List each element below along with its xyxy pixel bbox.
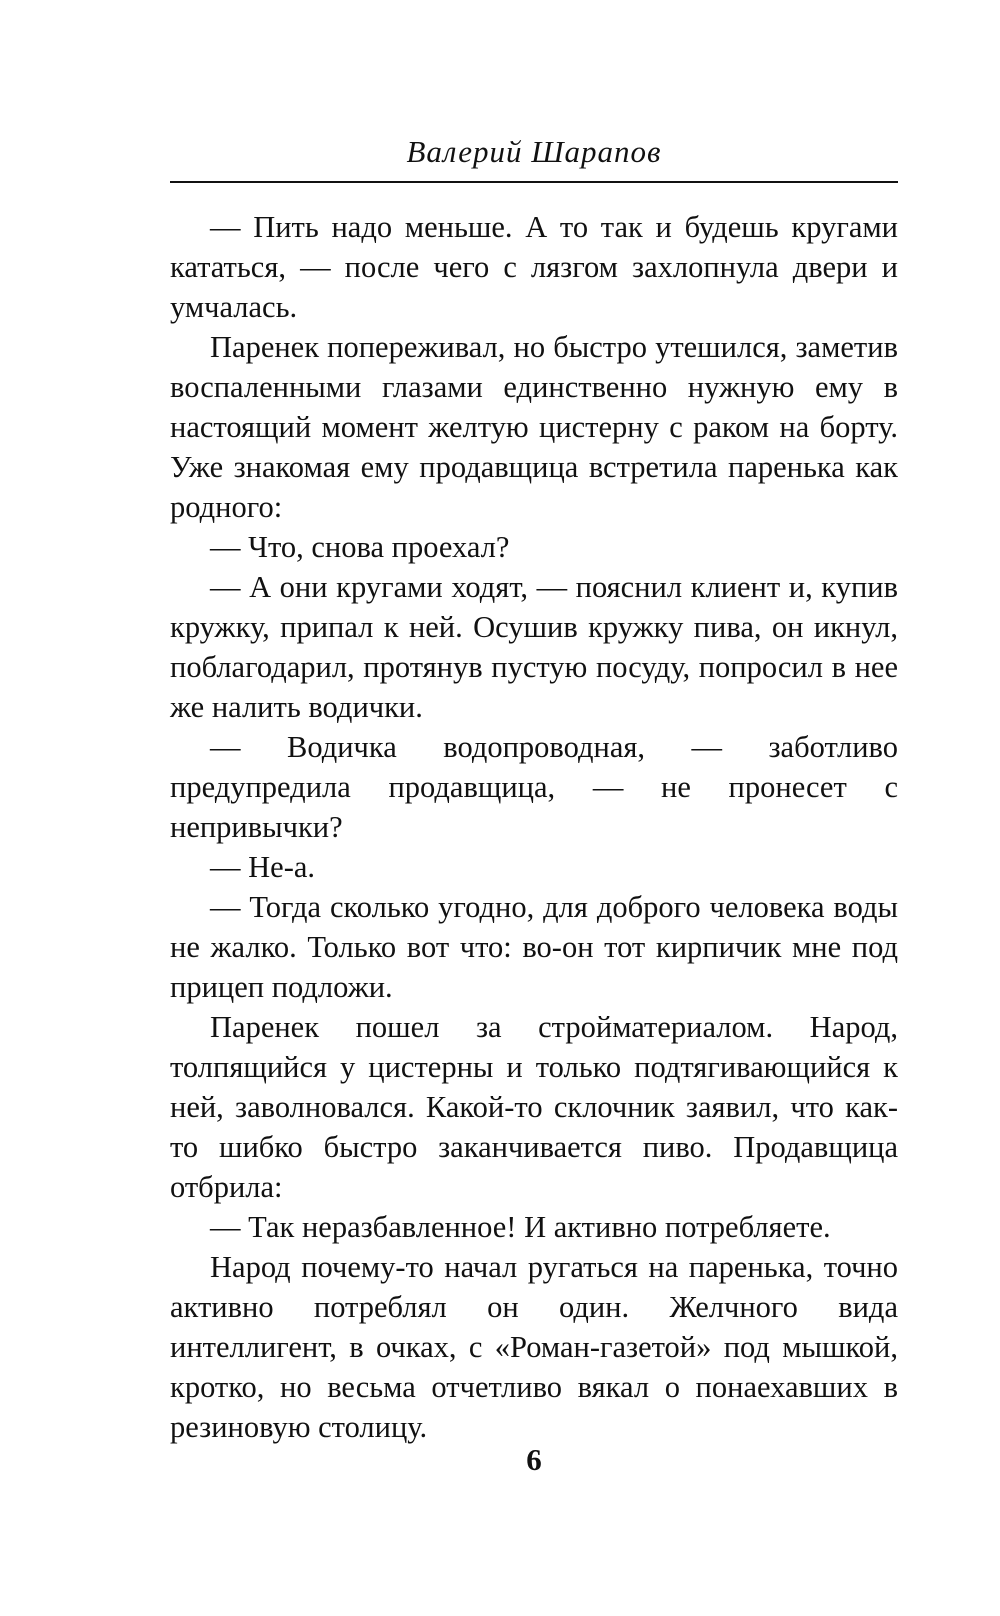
paragraph: — А они кругами ходят, — пояснил клиент и, купив кружку, припал к ней. Осушив кружку пива, он икнул, поблагодарил, протянув пустую посуду, попросил в нее же налить водички. [170, 570, 898, 724]
paragraph: — Тогда сколько угодно, для доброго человека воды не жалко. Только вот что: во-он тот кирпичик мне под прицеп подложи. [170, 890, 898, 1004]
paragraph: — Так неразбавленное! И активно потребляете. [210, 1210, 831, 1244]
page-number: 6 [526, 1442, 542, 1477]
paragraph: — Не-а. [210, 850, 316, 884]
paragraph: — Что, снова проехал? [210, 530, 510, 564]
header-rule [170, 181, 898, 183]
paragraph: Паренек пошел за стройматериалом. Народ, толпящийся у цистерны и только подтягивающийся к ней, заволновался. Какой-то склочник заявил, что как-то шибко быстро заканчивается пиво. Продавщица отбрила: [170, 1010, 898, 1204]
paragraph: — Водичка водопроводная, — заботливо предупредила продавщица, — не пронесет с непривычки? [170, 730, 898, 844]
body-text [170, 207, 898, 1447]
paragraph: Паренек попереживал, но быстро утешился, заметив воспаленными глазами единственно нужную ему в настоящий момент желтую цистерну с раком на борту. Уже знакомая ему продавщица встретила паренька как родного: [170, 330, 898, 524]
paragraph: — Пить надо меньше. А то так и будешь кругами кататься, — после чего с лязгом захлопнула двери и умчалась. [170, 210, 898, 324]
running-head-author: Валерий Шарапов [406, 134, 662, 169]
paragraph: Народ почему-то начал ругаться на паренька, точно активно потреблял он один. Желчного вида интеллигент, в очках, с «Роман-газетой» под мышкой, кротко, но весьма отчетливо вякал о понаехавших в резиновую столицу. [170, 1250, 898, 1444]
